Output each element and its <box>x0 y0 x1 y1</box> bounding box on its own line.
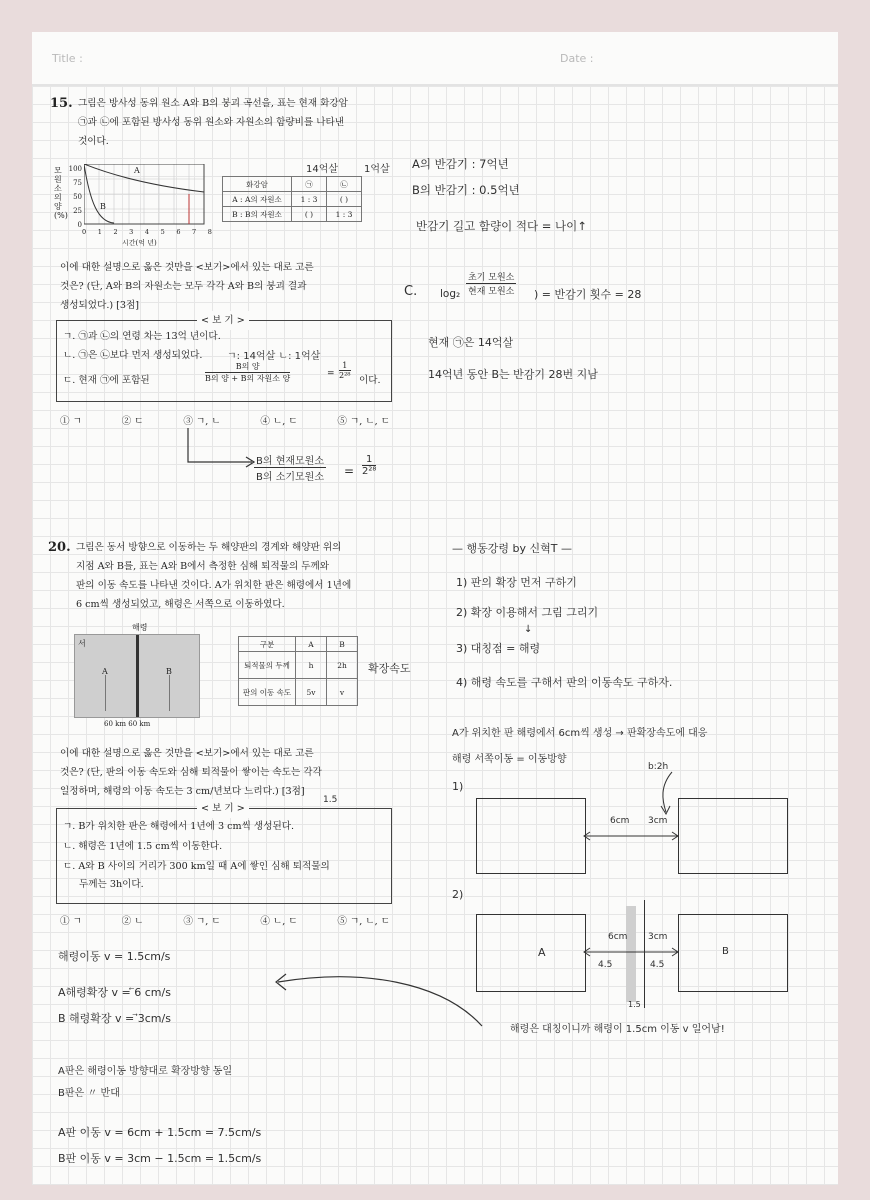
q20-number: 20. <box>48 540 71 555</box>
note20-a-velocity: A판 이동 v = 6cm + 1.5cm = 7.5cm/s <box>58 1126 262 1139</box>
date-label: Date : <box>560 52 594 65</box>
bogi-handnote-20: 1.5 <box>323 795 338 805</box>
diag2-plate-a <box>476 914 586 992</box>
note20-a-plate: A판은 해령이동 방향대로 확장방향 동일 <box>58 1066 233 1077</box>
diag2-left-45: 4.5 <box>598 960 613 970</box>
diag2-a-label: A <box>538 946 546 959</box>
q15-stem: 그림은 방사성 동위 원소 A와 B의 붕괴 곡선을, 표는 현재 화강암 ㉠과 ㉡에 포함된 방사성 동위 원소와 자원소의 함량비를 나타낸 것이다. <box>78 98 348 147</box>
fig-a-label: A <box>102 667 108 676</box>
q20-curved-arrow <box>262 962 492 1032</box>
step-1: 1) 판의 확장 먼저 구하기 <box>456 576 577 589</box>
choice-1[interactable]: ① ㄱ <box>60 416 82 427</box>
table-note-14: 14억살 <box>306 164 339 175</box>
diag1-6cm: 6cm <box>610 816 630 826</box>
diag1-3cm: 3cm <box>648 816 668 826</box>
note-half-life-a: A의 반감기 : 7억년 <box>412 157 509 171</box>
note-log-fraction: 초기 모원소 현재 모원소 <box>466 270 516 297</box>
note20-ridge-speed: 해령이동 v = 1.5cm/s <box>58 950 171 963</box>
curve-a-label: A <box>134 166 140 175</box>
step-3: 3) 대칭점 = 해령 <box>456 642 541 655</box>
diag2-15: 1.5 <box>628 1000 641 1009</box>
q15-bottom-rhs: 1 2²⁸ <box>362 454 377 477</box>
graph-y-ticks: 100 75 50 25 0 <box>68 165 82 229</box>
diag2-right-45: 4.5 <box>650 960 665 970</box>
diag1-plate-left <box>476 798 586 874</box>
step-4: 4) 해령 속도를 구해서 판의 이동속도 구하자. <box>456 676 673 689</box>
graph-y-label: 모 원 소 의 양 (%) <box>54 166 68 220</box>
bogi-title: < 보 기 > <box>197 311 249 330</box>
fig-b-stem <box>169 675 170 711</box>
bogi-item-2: ㄴ. ㉠은 ㉡보다 먼저 생성되었다. <box>63 350 203 361</box>
choice20-3[interactable]: ③ ㄱ, ㄷ <box>183 916 221 927</box>
diag-note: 해령은 대칭이니까 해령이 1.5cm 이동 v 일어남! <box>510 1024 725 1035</box>
fig-west-label: 서 <box>78 639 86 648</box>
note-log-prefix: C. <box>404 284 418 299</box>
step-2-arrow: ↓ <box>524 624 533 635</box>
q20-plate-figure <box>74 634 200 718</box>
choice-3[interactable]: ③ ㄱ, ㄴ <box>183 416 221 427</box>
q15-number: 15. <box>50 96 73 111</box>
bogi-item-1: ㄱ. ㉠과 ㉡의 연령 차는 13억 년이다. <box>63 331 221 342</box>
note20-right-1: A가 위치한 판 해령에서 6cm씩 생성 → 판확장속도에 대응 <box>452 728 708 739</box>
choice20-4[interactable]: ④ ㄴ, ㄷ <box>260 916 298 927</box>
bogi-eq: = <box>327 369 335 379</box>
note20-b-velocity: B판 이동 v = 3cm − 1.5cm = 1.5cm/s <box>58 1152 262 1165</box>
choice-2[interactable]: ② ㄷ <box>121 416 144 427</box>
bogi20-item-3b: 두께는 3h이다. <box>79 879 144 890</box>
q20-bogi-box <box>56 795 392 904</box>
q20-prompt: 이에 대한 설명으로 옳은 것만을 <보기>에서 있는 대로 고른 것은? (단, 판의 이동 속도와 심해 퇴적물이 쌓이는 속도는 각각 일정하며, 해령의 이동 속도는 3 cm/년보다 느리다.) [3점] <box>60 748 322 797</box>
q15-bogi-box <box>56 315 392 402</box>
graph-x-label: 시간(억 년) <box>122 239 157 247</box>
choice-5[interactable]: ⑤ ㄱ, ㄴ, ㄷ <box>337 416 390 427</box>
choice-4[interactable]: ④ ㄴ, ㄷ <box>260 416 298 427</box>
choice20-5[interactable]: ⑤ ㄱ, ㄴ, ㄷ <box>337 916 390 927</box>
diag2-b-label: B <box>722 946 729 957</box>
note-log: log₂ <box>440 288 461 300</box>
note20-a-spread: A해령확장 v = ⃖6 cm/s <box>58 986 171 999</box>
q15-bottom-eq: = <box>344 464 355 478</box>
bogi20-item-3: ㄷ. A와 B 사이의 거리가 300 km일 때 A에 쌓인 심해 퇴적물의 <box>63 861 330 872</box>
fig-distance-label: 60 km 60 km <box>104 720 151 728</box>
q15-ratio-table: 화강암 ㉠ ㉡ A : A의 자원소 1 : 3 ( ) B : B의 자원소 ( ) 1 : 3 <box>222 176 362 222</box>
q15-prompt: 이에 대한 설명으로 옳은 것만을 <보기>에서 있는 대로 고른 것은? (단, A와 B의 자원소는 모두 각각 A와 B의 붕괴 결과 생성되었다.) [3점] <box>60 262 314 311</box>
diag2-plate-b <box>678 914 788 992</box>
bogi-eq-fraction: 1 2²⁸ <box>339 361 351 380</box>
note-half-life-b: B의 반감기 : 0.5억년 <box>412 183 520 197</box>
lecture-title: — 행동강령 by 신혁T — <box>452 542 572 555</box>
note-28-halflives: 14억년 동안 B는 반감기 28번 지남 <box>428 368 598 381</box>
q20-data-table: 구분 A B 퇴적물의 두께 h 2h 판의 이동 속도 5v v <box>238 636 358 706</box>
diag1-label: 1) <box>452 780 464 793</box>
diag1-plate-right <box>678 798 788 874</box>
q20-choices <box>60 912 390 931</box>
graph-plot <box>84 164 209 226</box>
page-header <box>32 32 838 86</box>
diag1-arrow <box>582 830 682 842</box>
q15-decay-graph <box>52 160 212 270</box>
table-note-spreading: 확장속도 <box>368 662 411 675</box>
note-log-rest: ) = 반감기 횟수 = 28 <box>534 288 642 301</box>
diag2-6cm: 6cm <box>608 932 628 942</box>
note-current-age: 현재 ㉠은 14억살 <box>428 336 514 349</box>
graph-x-ticks: 0 1 2 3 4 5 6 7 8 <box>82 228 212 236</box>
diag2-label: 2) <box>452 888 464 901</box>
fig-ridge-line <box>136 635 139 717</box>
step-2: 2) 확장 이용해서 그림 그리기 <box>456 606 599 619</box>
q20-stem: 그림은 동서 방향으로 이동하는 두 해양판의 경계와 해양판 위의 지점 A와 B를, 표는 A와 B에서 측정한 심해 퇴적물의 두께와 판의 이동 속도를 나타낸 것이다. A가 위치한 판은 해령에서 1년에 6 cm씩 생성되었고, 해령은 서쪽으로 이동하였다. <box>76 542 352 610</box>
bogi-title-20: < 보 기 > <box>197 799 249 818</box>
diag1-top-label: b:2h <box>648 762 669 772</box>
bogi-item-3: ㄷ. 현재 ㉠에 포함된 <box>63 375 150 386</box>
diag2-arrow <box>582 946 682 958</box>
fig-a-stem <box>105 675 106 711</box>
fig-ridge-label: 해령 <box>132 623 148 632</box>
choice20-2[interactable]: ② ㄴ <box>121 916 144 927</box>
bogi20-item-2: ㄴ. 해령은 1년에 1.5 cm씩 이동한다. <box>63 841 223 852</box>
fig-b-label: B <box>166 667 172 676</box>
bogi-tail: 이다. <box>359 375 381 386</box>
bogi-handnote: ㄱ: 14억살 ㄴ: 1억살 <box>227 351 321 362</box>
note-conclusion: 반감기 길고 함량이 적다 = 나이↑ <box>416 219 587 233</box>
curve-b-label: B <box>100 202 106 211</box>
title-label: Title : <box>52 52 83 65</box>
note20-right-2: 해령 서쪽이동 = 이동방향 <box>452 754 567 765</box>
q15-bottom-fraction: B의 현재모원소 B의 소기모원소 <box>254 452 326 483</box>
table-note-1: 1억살 <box>364 164 390 175</box>
q15-arrow <box>182 426 262 476</box>
note-sheet <box>32 32 838 1185</box>
note20-b-spread: B 해령확장 v = ⃗3cm/s <box>58 1012 171 1025</box>
note20-b-plate: B판은 〃 반대 <box>58 1088 120 1099</box>
diag2-3cm: 3cm <box>648 932 668 942</box>
choice20-1[interactable]: ① ㄱ <box>60 916 82 927</box>
bogi20-item-1: ㄱ. B가 위치한 판은 해령에서 1년에 3 cm씩 생성된다. <box>63 821 295 832</box>
bogi-fraction: B의 양 B의 양 + B의 자원소 양 <box>205 362 291 383</box>
